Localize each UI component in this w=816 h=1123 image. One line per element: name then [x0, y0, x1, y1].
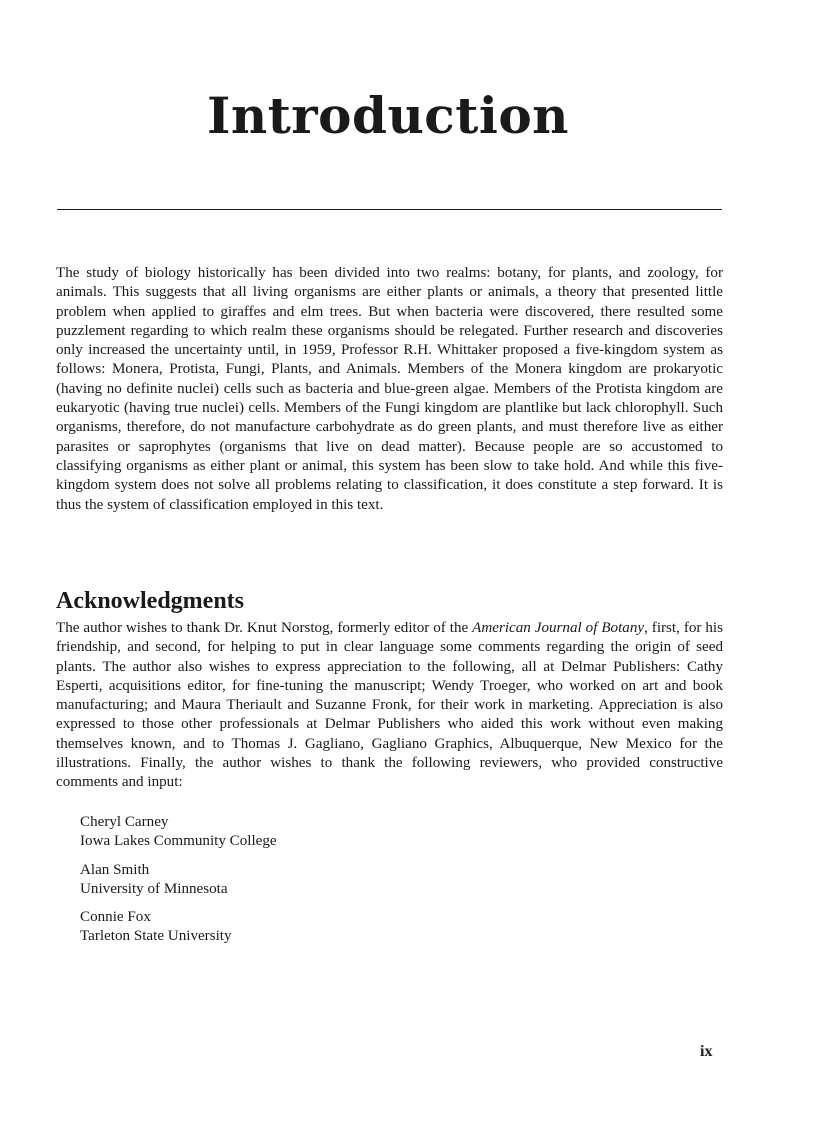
acknowledgments-paragraph: [56, 619, 723, 793]
reviewer-name: Alan Smith: [80, 861, 150, 878]
reviewer-name: Cheryl Carney: [80, 814, 169, 830]
reviewer-institution: University of Minnesota: [80, 880, 228, 897]
intro-paragraph: The study of biology historically has been divided into two realms: botany, for plants, and zoology, for animals. This suggests that all living organisms are either plants or animals, a theory that presented little problem when applied to giraffes and elm trees. But when bacteria were discovered, there resulted some puzzlement regarding to which realm these organisms should be relegated. Further research and discoveries only increased the uncertainty until, in 1959, Professor R.H. Whittaker proposed a five-kingdom system as follows: Monera, Protista, Fungi, Plants, and Animals. Members of the Monera kingdom are prokaryotic (having no definite nuclei) cells such as bacteria and blue-green algae. Members of the Protista kingdom are eukaryotic (having true nuclei) cells. Members of the Fungi kingdom are plantlike but lack chlorophyll. Such organisms, therefore, do not manufacture carbohydrate as do green plants, and must therefore live as either parasites or saprophytes (organisms that live on dead matter). Because people are so accustomed to classifying organisms as either plant or animal, this system has been slow to take hold. And while this five-kingdom system does not solve all problems relating to classification, it does constitute a step forward. It is thus the system of classification employed in this text.: [56, 265, 723, 513]
reviewer-institution: Tarleton State University: [80, 928, 232, 945]
page-title: Introduction: [206, 86, 570, 145]
reviewer-name: Connie Fox: [80, 909, 151, 926]
reviewer-list: [80, 813, 277, 956]
reviewer-entry: [80, 861, 277, 900]
reviewer-institution: Iowa Lakes Community College: [80, 833, 277, 850]
page-number: ix: [700, 1043, 713, 1060]
acknowledgments-heading: Acknowledgments: [56, 588, 245, 614]
reviewer-entry: [80, 813, 277, 852]
reviewer-entry: [80, 908, 277, 947]
acknowledgments-text-start: The author wishes to thank Dr. Knut Norstog, formerly editor of the: [56, 620, 473, 636]
journal-title: American Journal of Botany: [472, 620, 645, 636]
acknowledgments-text-rest: , first, for his friendship, and second, for helping to put in clear language some comments regarding the origin of seed plants. The author also wishes to express appreciation to the following, all at Delmar Publishers: Cathy Esperti, acquisitions editor, for fine-tuning the manuscript; Wendy Troeger, who worked on art and book manufacturing; and Maura Theriault and Suzanne Fronk, for their work in marketing. Appreciation is also expressed to those other professionals at Delmar Publishers who aided this work without even making themselves known, and to Thomas J. Gagliano, Gagliano Graphics, Albuquerque, New Mexico for the illustrations. Finally, the author wishes to thank the following reviewers, who provided constructive comments and input:: [56, 620, 723, 791]
title-divider: [57, 209, 722, 210]
